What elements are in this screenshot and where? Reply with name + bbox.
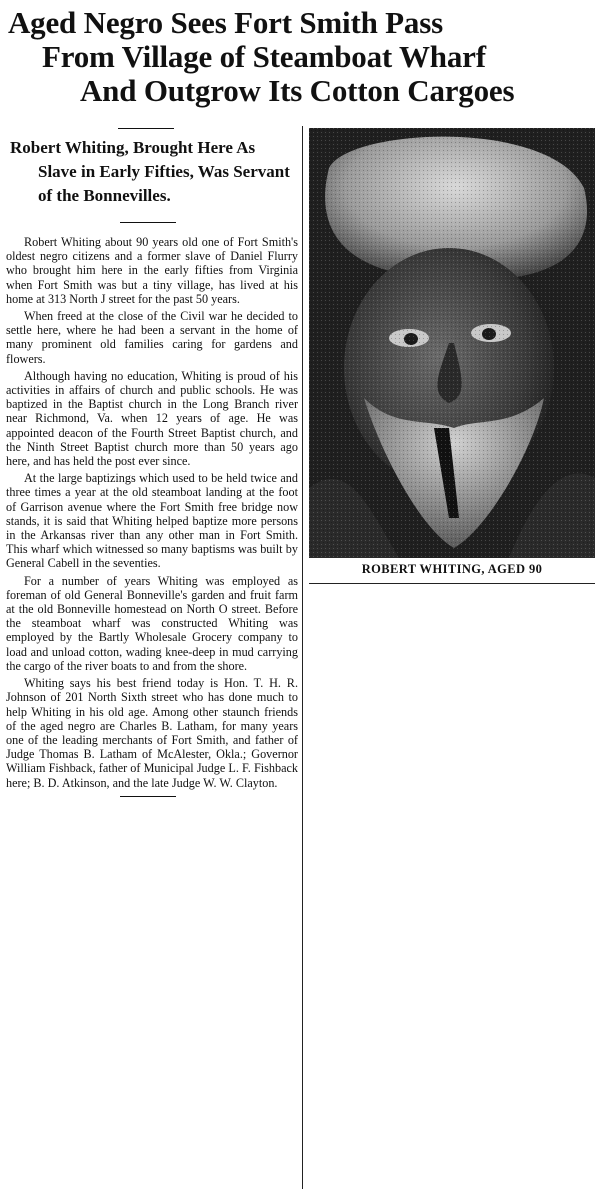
paragraph: Although having no education, Whiting is proud of his activities in affairs of church and public schools. He was baptized in the Baptist church in the Long Branch river near Richmond, Va. when 12 years of age. He was appointed deacon of the Fourth Street Baptist church, and the Ninth Street Baptist church more than 50 years ago here, and has held the post ever since.: [6, 368, 298, 469]
end-rule: [120, 796, 176, 797]
paragraph: Whiting says his best friend today is Hon. T. H. R. Johnson of 201 North Sixth street who has done much to help Whiting in his old age. Among other staunch friends of the aged negro are Charles B. Latham, for many years one of the leading merchants of Fort Smith, and father of Judge Thomas B. Latham of McAlester, Okla.; Governor William Fishback, father of Municipal Judge L. F. Fishback here; B. D. Atkinson, and the late Judge W. W. Clayton.: [6, 676, 298, 790]
article-body: [6, 235, 298, 790]
portrait-image: [309, 128, 595, 558]
paragraph: For a number of years Whiting was employed as foreman of old General Bonneville's garden and fruit farm at the old Bonneville homestead on North O street. Before the steamboat wharf was constructed Whiting was employed by the Bartly Wholesale Grocery company to load and unload cotton, wading knee-deep in mud carrying the cargo of the river boats to and from the shore.: [6, 573, 298, 673]
paragraph: At the large baptizings which used to be held twice and three times a year at the old steamboat landing at the foot of Garrison avenue where the Fort Smith free bridge now stands, it is said that Whiting helped baptize more persons in the Arkansas river than any other man in Fort Smith. This wharf which witnessed so many baptisms was built by General Cabell in the seventies.: [6, 471, 298, 571]
headline-line-1: Aged Negro Sees Fort Smith Pass: [8, 5, 443, 40]
deck-rule: [120, 222, 176, 223]
headline: [8, 6, 596, 108]
headline-line-2: From Village of Steamboat Wharf: [42, 39, 486, 74]
paragraph: When freed at the close of the Civil war he decided to settle here, where he had been a servant in the home of many prominent old families caring for gardens and flowers.: [6, 309, 298, 366]
photo-caption: ROBERT WHITING, AGED 90: [361, 562, 543, 576]
portrait-photo: [309, 128, 595, 558]
article-column: [6, 136, 298, 1189]
portrait-figure: [309, 128, 595, 586]
deck-subheadline: Robert Whiting, Brought Here As Slave in Early Fifties, Was Servant of the Bonnevilles.: [10, 138, 290, 205]
column-divider: [302, 126, 303, 1189]
caption-rule: [309, 583, 595, 584]
paragraph: Robert Whiting about 90 years old one of Fort Smith's oldest negro citizens and a former slave of Daniel Flurry who brought him here in the early fifties from Virginia when Fort Smith was but a tiny village, has lived at his home at 313 North J street for the past 50 years.: [6, 235, 298, 306]
headline-line-3: And Outgrow Its Cotton Cargoes: [80, 73, 515, 108]
headline-rule: [118, 128, 174, 129]
